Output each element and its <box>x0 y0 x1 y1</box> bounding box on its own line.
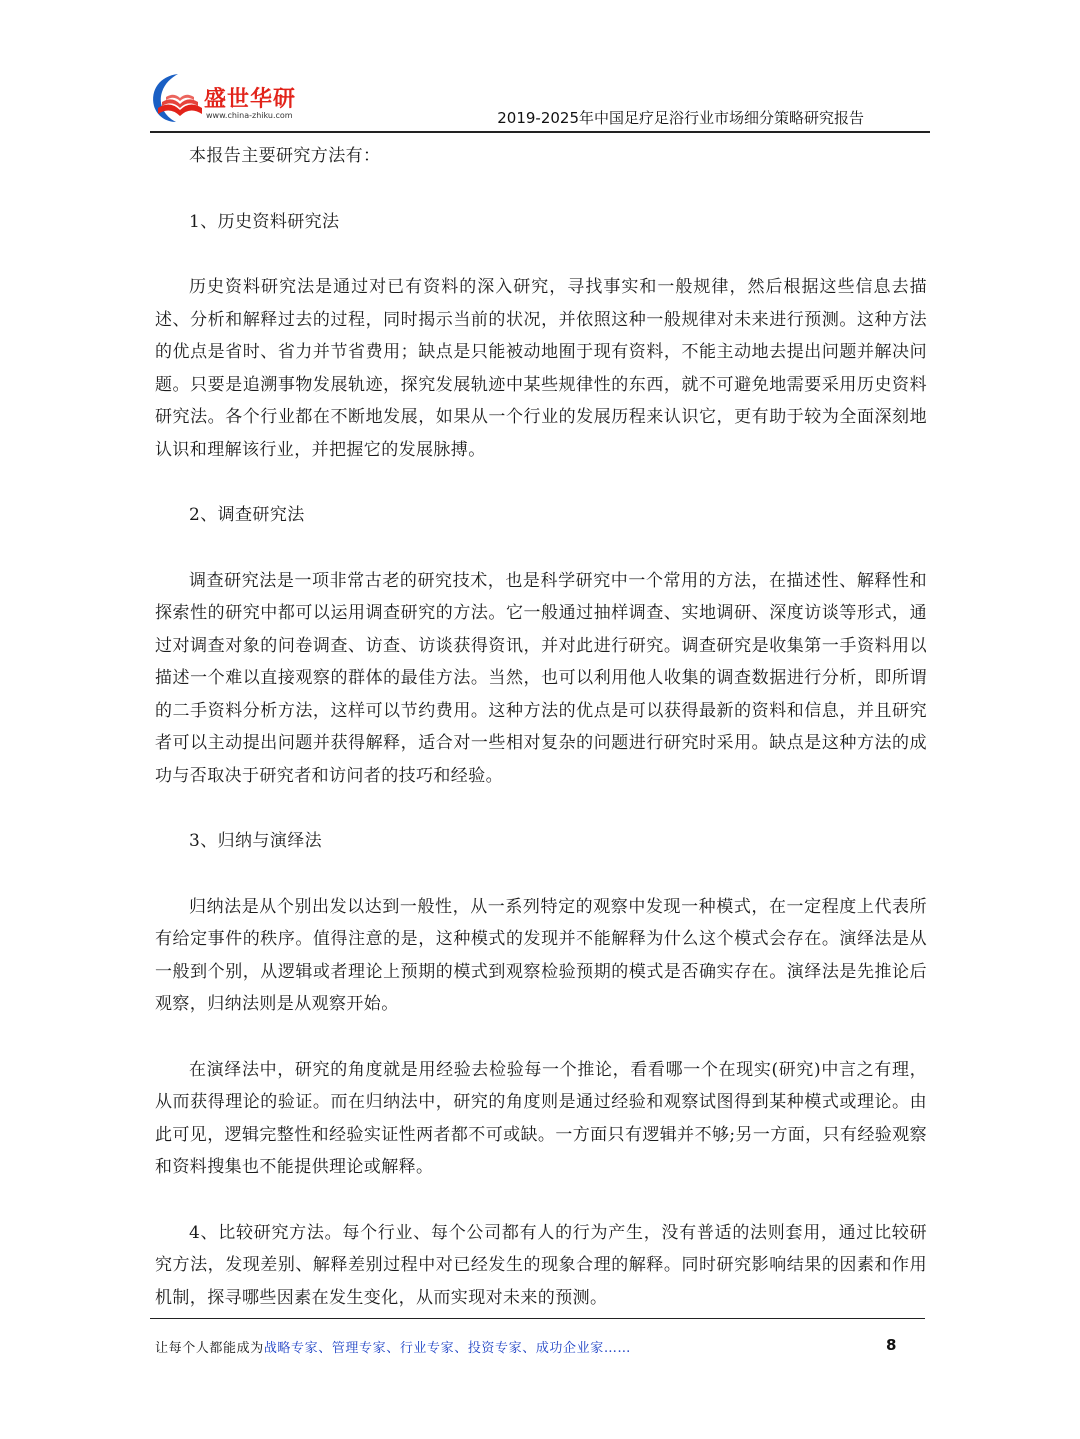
footer-slogan-prefix: 让每个人都能成为 <box>155 1341 264 1356</box>
logo-website: www.china-zhiku.com <box>206 111 293 120</box>
section-2-heading: 2、调查研究法 <box>189 505 305 525</box>
logo-book-icon <box>148 70 208 130</box>
section-3-heading: 3、归纳与演绎法 <box>189 831 323 851</box>
company-logo <box>148 70 298 130</box>
section-1-heading: 1、历史资料研究法 <box>189 211 340 232</box>
logo-company-name: 盛世华研 <box>204 87 297 112</box>
page-body <box>155 140 927 1345</box>
footer-slogan <box>155 1337 631 1356</box>
report-title: 2019-2025年中国足疗足浴行业市场细分策略研究报告 <box>497 109 864 127</box>
section-3-paragraph-1: 归纳法是从个别出发以达到一般性，从一系列特定的观察中发现一种模式，在一定程度上代表所有给定事件的秩序。值得注意的是，这种模式的发现并不能解释为什么这个模式会存在。演绎法是从一般到个别，从逻辑或者理论上预期的模式到观察检验预期的模式是否确实存在。演绎法是先推论后观察，归纳法则是从观察开始。 <box>155 896 927 1014</box>
intro-paragraph: 本报告主要研究方法有： <box>189 146 381 166</box>
section-3-paragraph-2: 在演绎法中，研究的角度就是用经验去检验每一个推论，看看哪一个在现实(研究)中言之有理，从而获得理论的验证。而在归纳法中，研究的角度则是通过经验和观察试图得到某种模式或理论。由此可见，逻辑完整性和经验实证性两者都不可或缺。一方面只有逻辑并不够;另一方面，只有经验观察和资料搜集也不能提供理论或解释。 <box>155 1059 927 1177</box>
section-4-paragraph: 4、比较研究方法。每个行业、每个公司都有人的行为产生，没有普适的法则套用，通过比较研究方法，发现差别、解释差别过程中对已经发生的现象合理的解释。同时研究影响结果的因素和作用机制，探寻哪些因素在发生变化，从而实现对未来的预测。 <box>155 1222 927 1308</box>
section-2-paragraph: 调查研究法是一项非常古老的研究技术，也是科学研究中一个常用的方法，在描述性、解释性和探索性的研究中都可以运用调查研究的方法。它一般通过抽样调查、实地调研、深度访谈等形式，通过对调查对象的问卷调查、访查、访谈获得资讯，并对此进行研究。调查研究是收集第一手资料用以描述一个难以直接观察的群体的最佳方法。当然，也可以利用他人收集的调查数据进行分析，即所谓的二手资料分析方法，这样可以节约费用。这种方法的优点是可以获得最新的资料和信息，并且研究者可以主动提出问题并获得解释，适合对一些相对复杂的问题进行研究时采用。缺点是这种方法的成功与否取决于研究者和访问者的技巧和经验。 <box>155 570 927 786</box>
footer-divider <box>150 1318 925 1319</box>
header-divider <box>150 131 930 133</box>
footer-slogan-highlight: 战略专家、管理专家、行业专家、投资专家、成功企业家…… <box>263 1341 632 1356</box>
page-number: 8 <box>886 1336 897 1354</box>
section-1-paragraph: 历史资料研究法是通过对已有资料的深入研究，寻找事实和一般规律，然后根据这些信息去描述、分析和解释过去的过程，同时揭示当前的状况，并依照这种一般规律对未来进行预测。这种方法的优点是省时、省力并节省费用；缺点是只能被动地囿于现有资料，不能主动地去提出问题并解决问题。只要是追溯事物发展轨迹，探究发展轨迹中某些规律性的东西，就不可避免地需要采用历史资料研究法。各个行业都在不断地发展，如果从一个行业的发展历程来认识它，更有助于较为全面深刻地认识和理解该行业，并把握它的发展脉搏。 <box>155 277 927 460</box>
